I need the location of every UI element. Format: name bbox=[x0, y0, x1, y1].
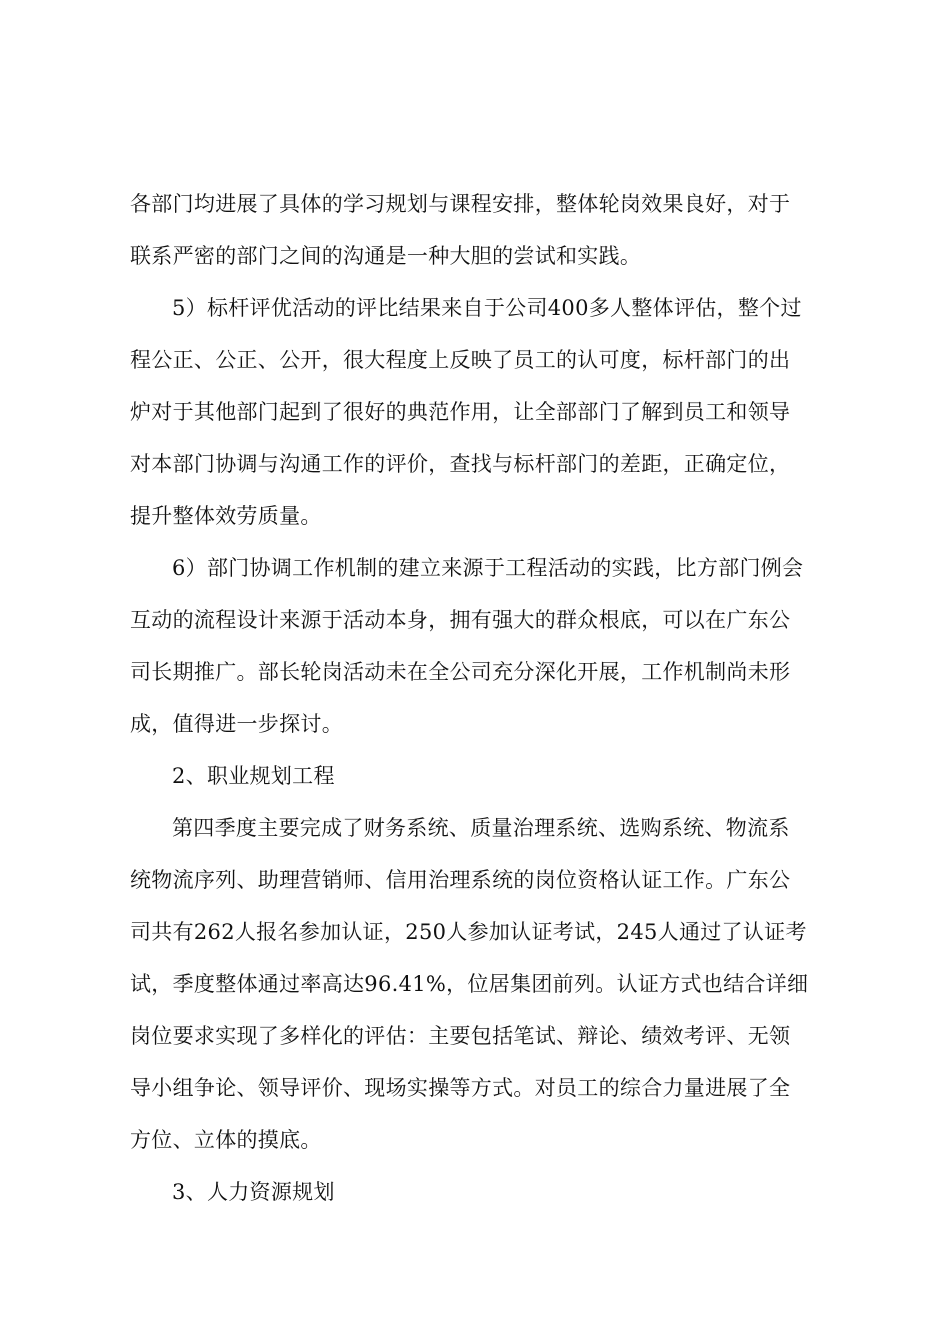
text-line: 联系严密的部门之间的沟通是一种大胆的尝试和实践。 bbox=[130, 244, 642, 268]
text-line: 程公正、公正、公开，很大程度上反映了员工的认可度，标杆部门的出 bbox=[130, 348, 791, 372]
text-line: 试，季度整体通过率高达96.41%，位居集团前列。认证方式也结合详细 bbox=[130, 972, 809, 996]
text-line: 炉对于其他部门起到了很好的典范作用，让全部部门了解到员工和领导 bbox=[130, 400, 791, 424]
text-line: 对本部门协调与沟通工作的评价，查找与标杆部门的差距，正确定位， bbox=[130, 452, 791, 476]
text-line: 3、人力资源规划 bbox=[172, 1180, 335, 1204]
text-line: 互动的流程设计来源于活动本身，拥有强大的群众根底，可以在广东公 bbox=[130, 608, 791, 632]
text-line: 2、职业规划工程 bbox=[172, 764, 335, 788]
paragraph bbox=[130, 1166, 830, 1218]
text-line: 5）标杆评优活动的评比结果来自于公司400多人整体评估，整个过 bbox=[172, 296, 802, 320]
text-line: 提升整体效劳质量。 bbox=[130, 504, 322, 528]
text-line: 司共有262人报名参加认证，250人参加认证考试，245人通过了认证考 bbox=[130, 920, 807, 944]
text-line: 导小组争论、领导评价、现场实操等方式。对员工的综合力量进展了全 bbox=[130, 1076, 791, 1100]
text-line: 6）部门协调工作机制的建立来源于工程活动的实践，比方部门例会 bbox=[172, 556, 804, 580]
text-line: 司长期推广。部长轮岗活动未在全公司充分深化开展，工作机制尚未形 bbox=[130, 660, 791, 684]
text-line: 统物流序列、助理营销师、信用治理系统的岗位资格认证工作。广东公 bbox=[130, 868, 791, 892]
text-line: 方位、立体的摸底。 bbox=[130, 1128, 322, 1152]
text-line: 岗位要求实现了多样化的评估：主要包括笔试、辩论、绩效考评、无领 bbox=[130, 1024, 791, 1048]
paragraph bbox=[130, 542, 830, 750]
paragraph bbox=[130, 178, 830, 282]
body-text bbox=[130, 178, 830, 1218]
paragraph bbox=[130, 802, 830, 1166]
paragraph bbox=[130, 282, 830, 542]
text-line: 各部门均进展了具体的学习规划与课程安排，整体轮岗效果良好，对于 bbox=[130, 192, 791, 216]
text-line: 第四季度主要完成了财务系统、质量治理系统、选购系统、物流系 bbox=[172, 816, 790, 840]
paragraph bbox=[130, 750, 830, 802]
text-line: 成，值得进一步探讨。 bbox=[130, 712, 343, 736]
